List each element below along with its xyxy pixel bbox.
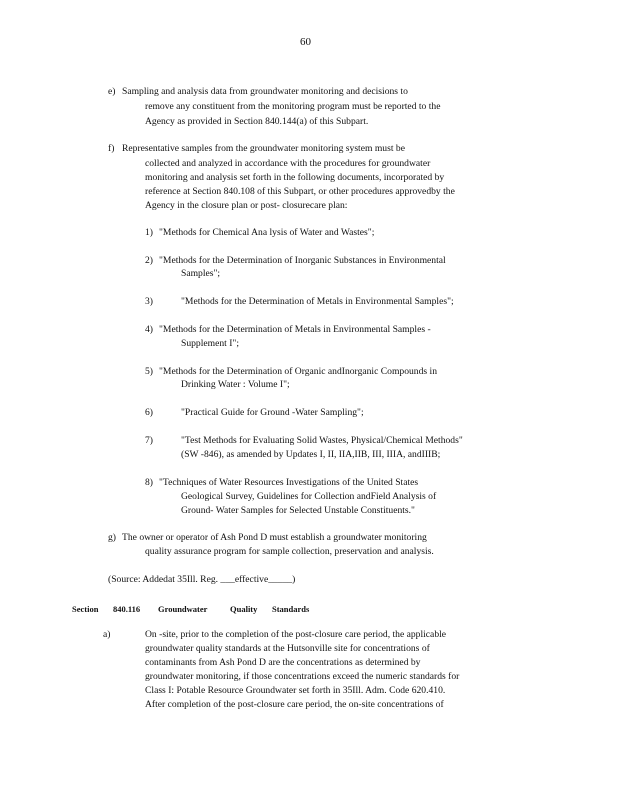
document-2-marker: 2) <box>145 255 153 266</box>
item-e-line-2: remove any constituent from the monitoring program must be reported to the <box>145 101 441 112</box>
page-number: 60 <box>300 36 311 48</box>
section-number: 840.116 <box>113 604 141 614</box>
item-g-line-1: The owner or operator of Ash Pond D must establish a groundwater monitoring <box>122 532 427 543</box>
document-8-marker: 8) <box>145 477 153 488</box>
item-f-line-4: reference at Section 840.108 of this Subpart, or other procedures approvedby the <box>145 186 455 197</box>
document-1-marker: 1) <box>145 227 153 238</box>
document-5-marker: 5) <box>145 366 153 377</box>
item-e-marker: e) <box>108 86 116 97</box>
source-note: (Source: Addedat 35Ill. Reg. ___effective_____) <box>108 574 296 585</box>
item-a-line-5: Class I: Potable Resource Groundwater set forth in 35Ill. Adm. Code 620.410. <box>145 685 446 696</box>
item-a-line-2: groundwater quality standards at the Hutsonville site for concentrations of <box>145 643 430 654</box>
item-f-marker: f) <box>108 143 115 154</box>
document-8-line-2: Geological Survey, Guidelines for Collection andField Analysis of <box>181 491 437 502</box>
item-f-line-2: collected and analyzed in accordance with the procedures for groundwater <box>145 158 431 169</box>
section-title-word-3: Standards <box>272 604 310 614</box>
item-e-line-3: Agency as provided in Section 840.144(a) of this Subpart. <box>145 116 369 127</box>
document-4-line-2: Supplement I"; <box>181 338 240 349</box>
item-a-line-6: After completion of the post-closure care period, the on-site concentrations of <box>145 699 444 710</box>
document-1-line-1: "Methods for Chemical Ana lysis of Water and Wastes"; <box>159 227 375 238</box>
document-7-line-2: (SW -846), as amended by Updates I, II, IIA,IIB, III, IIIA, andIIIB; <box>181 449 441 460</box>
document-8-line-3: Ground- Water Samples for Selected Unstable Constituents." <box>181 505 415 516</box>
item-g-line-2: quality assurance program for sample collection, preservation and analysis. <box>145 546 434 557</box>
document-4-line-1: "Methods for the Determination of Metals in Environmental Samples - <box>159 324 431 335</box>
item-f-line-1: Representative samples from the groundwater monitoring system must be <box>122 143 405 154</box>
item-a-line-4: groundwater monitoring, if those concentrations exceed the numeric standards for <box>145 671 460 682</box>
section-title-word-2: Quality <box>230 604 258 614</box>
document-2-line-2: Samples"; <box>181 268 221 279</box>
document-3-marker: 3) <box>145 296 153 307</box>
item-f-line-3: monitoring and analysis set forth in the following documents, incorporated by <box>145 172 445 183</box>
section-label: Section <box>72 604 99 614</box>
document-2-line-1: "Methods for the Determination of Inorganic Substances in Environmental <box>159 255 446 266</box>
section-title-word-1: Groundwater <box>158 604 208 614</box>
item-a-marker: a) <box>103 629 111 640</box>
document-7-marker: 7) <box>145 435 153 446</box>
item-g-marker: g) <box>108 532 116 543</box>
document-4-marker: 4) <box>145 324 153 335</box>
document-7-line-1: "Test Methods for Evaluating Solid Wastes, Physical/Chemical Methods" <box>181 435 463 446</box>
item-e-line-1: Sampling and analysis data from groundwater monitoring and decisions to <box>122 86 408 97</box>
item-a-line-3: contaminants from Ash Pond D are the concentrations as determined by <box>145 657 421 668</box>
item-f-line-5: Agency in the closure plan or post- closurecare plan: <box>145 200 348 211</box>
document-8-line-1: "Techniques of Water Resources Investigations of the United States <box>159 477 419 488</box>
item-a-line-1: On -site, prior to the completion of the post-closure care period, the applicable <box>145 629 447 640</box>
document-5-line-2: Drinking Water : Volume I"; <box>181 379 290 390</box>
document-3-line-1: "Methods for the Determination of Metals in Environmental Samples"; <box>181 296 454 307</box>
document-6-line-1: "Practical Guide for Ground -Water Sampling"; <box>181 407 364 418</box>
document-6-marker: 6) <box>145 407 153 418</box>
document-5-line-1: "Methods for the Determination of Organic andInorganic Compounds in <box>159 366 437 377</box>
